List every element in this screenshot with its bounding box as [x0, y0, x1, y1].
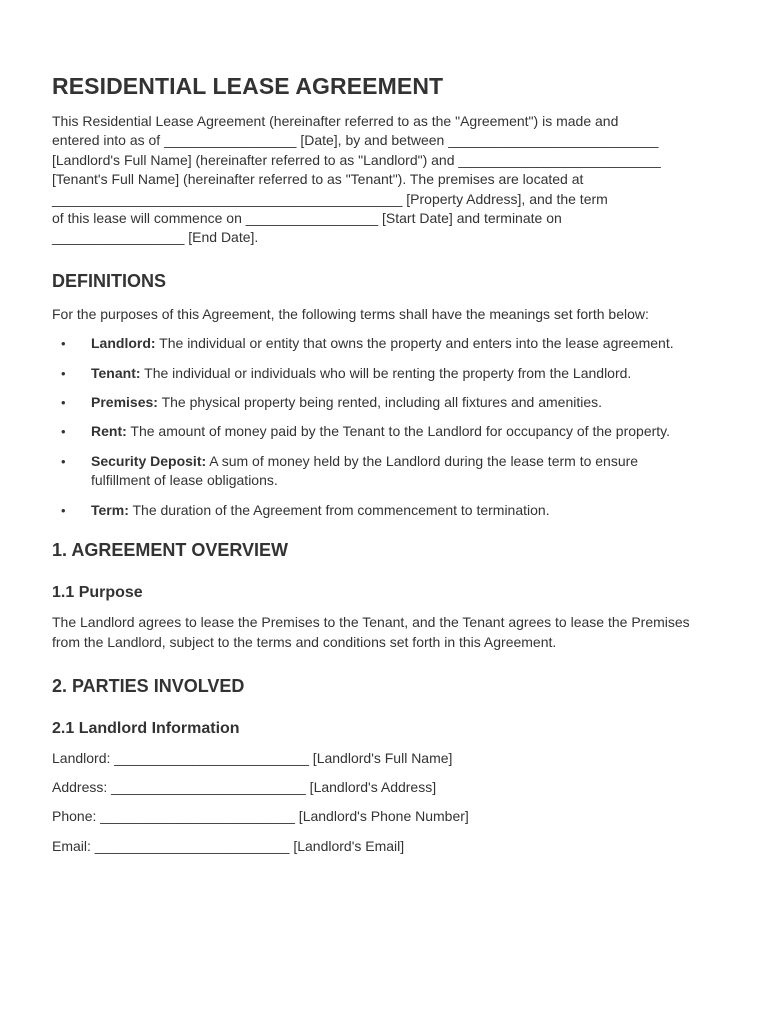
intro-line: _____________________________________________ [Property Address], and the term — [52, 190, 608, 207]
bullet-icon: • — [61, 365, 66, 381]
definition-item — [52, 452, 691, 491]
definition-term: Landlord: — [91, 335, 156, 352]
definition-item — [52, 393, 691, 412]
definition-term: Rent: — [91, 423, 127, 440]
purpose-paragraph: The Landlord agrees to lease the Premises to the Tenant, and the Tenant agrees to lease the Premises from the Landlord, subject to the terms and conditions set forth in this Agreement. — [52, 614, 690, 650]
section-1-1-heading: 1.1 Purpose — [52, 584, 143, 602]
landlord-email-row: Email: _________________________ [Landlord's Email] — [52, 837, 405, 854]
definition-term: Security Deposit: — [91, 452, 207, 469]
bullet-icon: • — [61, 424, 66, 440]
intro-paragraph — [52, 112, 722, 248]
intro-line: [Tenant's Full Name] (hereinafter referred to as "Tenant"). The premises are located at — [52, 171, 584, 188]
definitions-intro: For the purposes of this Agreement, the following terms shall have the meanings set forth below: — [52, 305, 649, 322]
definition-item — [52, 422, 691, 441]
landlord-info — [52, 749, 718, 856]
definition-term: Term: — [91, 501, 129, 518]
definition-text: A sum of money held by the Landlord during the lease term to ensure fulfillment of lease obligations. — [91, 452, 639, 489]
definition-text: The individual or entity that owns the property and enters into the lease agreement. — [155, 335, 674, 352]
definitions-heading: DEFINITIONS — [52, 270, 167, 291]
intro-line: _________________ [End Date]. — [52, 229, 259, 246]
definition-item — [52, 364, 691, 383]
bullet-icon: • — [61, 395, 66, 411]
landlord-name-row: Landlord: _________________________ [Landlord's Full Name] — [52, 749, 453, 766]
document-title: RESIDENTIAL LEASE AGREEMENT — [52, 73, 444, 99]
definition-text: The physical property being rented, including all fixtures and amenities. — [157, 394, 603, 411]
intro-line: of this lease will commence on _________________ [Start Date] and terminate on — [52, 210, 562, 227]
intro-line: entered into as of _________________ [Date], by and between ___________________________ — [52, 132, 659, 149]
bullet-icon: • — [61, 453, 66, 469]
section-2-heading: 2. PARTIES INVOLVED — [52, 675, 245, 696]
definition-text: The individual or individuals who will be renting the property from the Landlord. — [140, 364, 632, 381]
bullet-icon: • — [61, 336, 66, 352]
definition-text: The duration of the Agreement from commencement to termination. — [128, 501, 550, 518]
intro-line: [Landlord's Full Name] (hereinafter referred to as "Landlord") and __________________________ — [52, 151, 661, 168]
definition-text: The amount of money paid by the Tenant to the Landlord for occupancy of the property. — [126, 423, 671, 440]
section-2-1-heading: 2.1 Landlord Information — [52, 719, 240, 737]
intro-line: This Residential Lease Agreement (hereinafter referred to as the "Agreement") is made and — [52, 113, 619, 129]
section-1-heading: 1. AGREEMENT OVERVIEW — [52, 540, 289, 561]
bullet-icon: • — [61, 502, 66, 518]
definition-term: Tenant: — [91, 364, 141, 381]
definition-item — [52, 334, 691, 353]
definitions-list — [52, 334, 718, 520]
definition-term: Premises: — [91, 394, 158, 411]
landlord-phone-row: Phone: _________________________ [Landlord's Phone Number] — [52, 808, 469, 825]
landlord-address-row: Address: _________________________ [Landlord's Address] — [52, 779, 437, 796]
definition-item — [52, 501, 691, 520]
